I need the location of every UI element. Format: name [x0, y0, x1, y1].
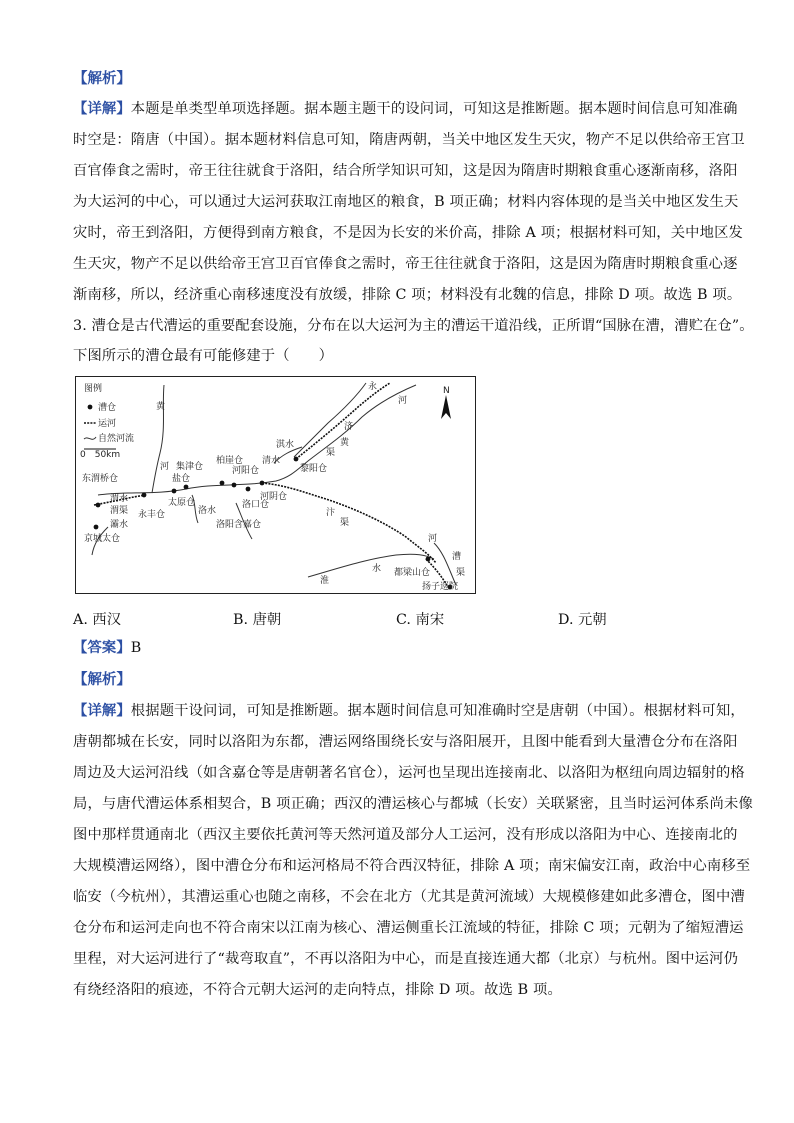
q3-line-2: 唐朝都城在长安，同时以洛阳为东都，漕运网络围绕长安与洛阳展开，且图中能看到大量漕仓分布在洛阳 — [73, 734, 738, 750]
map-label-jingcheng-taicang: 京城太仓 — [84, 534, 121, 544]
map-label-heyin-cang: 河阴仓 — [260, 492, 288, 502]
map-label-yan-cang: 盐仓 — [172, 474, 191, 484]
q3-line-6: 大规模漕运网络），图中漕仓分布和运河格局不符合西汉特征，排除 A 项；南宋偏安江南，政治中心南移至 — [73, 858, 751, 874]
map-label-qu-2: 渠 — [340, 518, 350, 528]
q2-detail-tag: 【详解】 — [73, 101, 131, 117]
option-b-key: B. — [233, 612, 249, 628]
q2-line-7: 渐南移，所以，经济重心南移速度没有放缓，排除 C 项；材料没有北魏的信息，排除 D 项。故选 B 项。 — [73, 287, 742, 303]
legend-title: 图例 — [84, 384, 103, 394]
q3-line-9: 里程，对大运河进行了“裁弯取直”，不再以洛阳为中心，而是直接连通大都（北京）与杭州。图中运河仍 — [73, 951, 739, 967]
map-label-he-1: 河 — [160, 462, 170, 472]
granary-jijin — [184, 485, 189, 490]
north-arrow-icon — [441, 395, 451, 419]
map-label-qu-1: 渠 — [326, 448, 336, 458]
q2-line-1-text: 本题是单类型单项选择题。据本题主题干的设问词，可知这是推断题。据本题时间信息可知准确 — [130, 101, 738, 117]
granary-dongweiqiao — [96, 503, 101, 508]
map-label-taiyuan-cang: 太原仓 — [168, 498, 196, 508]
option-c-text: 南宋 — [415, 612, 445, 628]
map-label-yangzi-xunyuan: 扬子巡院 — [422, 582, 459, 592]
q2-line-5: 灾时，帝王到洛阳，方便得到南方粮食，不是因为长安的米价高，排除 A 项；根据材料可知，关中地区发 — [73, 225, 743, 241]
q3-line-4: 局，与唐代漕运体系相契合，B 项正确；西汉的漕运核心与都城（长安）关联紧密，且当时运河体系尚未像 — [73, 796, 753, 812]
q2-line-6: 生天灾，物产不足以供给帝王宫卫百官俸食之需时，帝王往往就食于洛阳，这是因为隋唐时期粮食重心逐 — [73, 256, 738, 272]
scale-label: 0 50km — [80, 450, 121, 460]
q3-line-3: 周边及大运河沿线（如含嘉仓等是唐朝著名官仓），运河也呈现出连接南北、以洛阳为枢纽向周边辐射的格 — [73, 765, 745, 781]
map-label-he-2: 河 — [398, 396, 408, 406]
option-c[interactable] — [396, 609, 444, 629]
granary-heyang — [232, 483, 237, 488]
q3-answer — [73, 638, 141, 658]
map-label-shui: 水 — [372, 564, 382, 574]
q3-jiexi-heading: 【解析】 — [73, 672, 131, 688]
granary-yongfeng — [142, 493, 147, 498]
map-label-luoshui: 洛水 — [198, 506, 217, 516]
q3-stem-line-1: 3. 漕仓是古代漕运的重要配套设施，分布在以大运河为主的漕运干道沿线，正所谓“国脉在漕，漕贮在仓”。 — [73, 318, 754, 334]
map-label-qu-3: 渠 — [456, 568, 466, 578]
map-label-liyang-cang: 黎阳仓 — [300, 464, 328, 474]
granary-liyang — [294, 457, 299, 462]
map-label-duliangshan-cang: 都梁山仓 — [394, 568, 431, 578]
q3-line-1 — [73, 701, 745, 721]
option-a-key: A. — [73, 612, 88, 628]
map-label-huang-1: 黄 — [156, 402, 166, 412]
q2-line-2: 时空是：隋唐（中国）。据本题材料信息可知，隋唐两朝，当关中地区发生天灾，物产不足以供给帝王宫卫 — [73, 132, 745, 148]
river-chang — [434, 543, 456, 585]
option-b[interactable] — [233, 609, 281, 629]
legend-canal: 运河 — [98, 419, 117, 429]
map-svg — [76, 377, 477, 595]
map-label-jijin-cang: 集津仓 — [176, 462, 204, 472]
answer-value: B — [130, 640, 142, 656]
option-d[interactable] — [558, 609, 607, 629]
map-label-hanjia-cang: 洛阳含嘉仓 — [216, 520, 262, 530]
granary-baiya — [220, 481, 225, 486]
granary-taiyuan — [172, 489, 177, 494]
map-label-he-3: 河 — [428, 534, 438, 544]
option-a-text: 西汉 — [92, 612, 122, 628]
answer-label: 【答案】 — [73, 640, 131, 656]
granary-duliangshan — [426, 557, 431, 562]
river-yongji — [294, 383, 366, 457]
q3-detail-tag: 【详解】 — [73, 703, 131, 719]
legend-river: 自然河流 — [98, 434, 135, 444]
option-d-key: D. — [558, 612, 574, 628]
map-label-qishui: 淇水 — [276, 440, 295, 450]
granary-luokou — [246, 487, 251, 492]
map-label-cao: 漕 — [452, 552, 462, 562]
q2-line-4: 为大运河的中心，可以通过大运河获取江南地区的粮食，B 项正确；材料内容体现的是当关中地区发生天 — [73, 194, 739, 210]
q3-stem-line-2: 下图所示的漕仓最有可能修建于（ ） — [73, 348, 334, 364]
map-label-heyang-cang: 河阳仓 — [232, 466, 260, 476]
option-c-key: C. — [396, 612, 411, 628]
q3-line-7: 临安（今杭州），其漕运重心也随之南移，不会在北方（尤其是黄河流域）大规模修建如此多漕仓，图中漕 — [73, 889, 745, 905]
map-label-bashui: 灞水 — [110, 520, 129, 530]
map-label-dongweiqiao-cang: 东渭桥仓 — [82, 474, 119, 484]
map-label-ji: 济 — [344, 422, 354, 432]
map-label-weishui: 渭水 — [110, 494, 129, 504]
option-b-text: 唐朝 — [252, 612, 282, 628]
map-label-bian: 汴 — [326, 508, 336, 518]
map-label-huang-2: 黄 — [340, 438, 350, 448]
map-label-yongfeng-cang: 永丰仓 — [138, 510, 166, 520]
legend-granary-dot — [88, 405, 93, 410]
option-a[interactable] — [73, 609, 121, 629]
canal-granary-map — [75, 376, 476, 594]
q3-line-1-text: 根据题干设问词，可知是推断题。据本题时间信息可知准确时空是唐朝（中国）。根据材料可知， — [130, 703, 745, 719]
q2-jiexi-heading: 【解析】 — [73, 71, 131, 87]
map-label-yong: 永 — [368, 382, 378, 392]
map-label-weiqu: 渭渠 — [110, 506, 129, 516]
map-label-huai: 淮 — [320, 576, 330, 586]
q3-line-10: 有绕经洛阳的痕迹，不符合元朝大运河的走向特点，排除 D 项。故选 B 项。 — [73, 982, 562, 998]
north-label: N — [443, 386, 450, 396]
granary-jingcheng — [94, 525, 99, 530]
map-label-luokou-cang: 洛口仓 — [242, 500, 270, 510]
river-huanghe-main — [98, 385, 416, 495]
legend-granary: 漕仓 — [98, 403, 117, 413]
granary-heyin — [260, 481, 265, 486]
q3-line-5: 图中那样贯通南北（西汉主要依托黄河等天然河道及部分人工运河，没有形成以洛阳为中心、连接南北的 — [73, 827, 738, 843]
q2-line-3: 百官俸食之需时，帝王往往就食于洛阳，结合所学知识可知，这是因为隋唐时期粮食重心逐渐南移，洛阳 — [73, 163, 738, 179]
map-label-baiya-cang: 柏崖仓 — [216, 456, 244, 466]
map-label-qingshui: 清水 — [262, 456, 281, 466]
q3-line-8: 仓分布和运河走向也不符合南宋以江南为核心、漕运侧重长江流域的特征，排除 C 项；元朝为了缩短漕运 — [73, 920, 744, 936]
q2-line-1 — [73, 99, 738, 119]
legend-river-line — [84, 437, 96, 439]
option-d-text: 元朝 — [578, 612, 607, 628]
